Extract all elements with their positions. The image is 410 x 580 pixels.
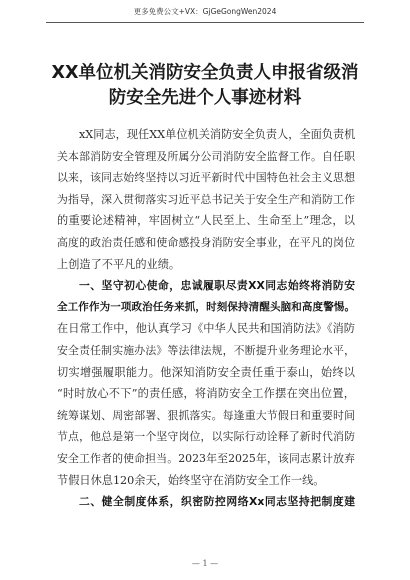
title-line: XX单位机关消防安全负责人申报省级消 [51, 63, 359, 83]
header-divider [46, 22, 364, 23]
body-line: 在日常工作中，他认真学习《中华人民共和国消防法》《消防 [57, 322, 355, 336]
body-line: 安全工作者的使命担当。2023年至2025年，该同志累计放弃 [57, 451, 355, 465]
page-number: — 1 — [191, 559, 219, 568]
document-title [40, 61, 370, 111]
section-heading-line: 一、坚守初心使命，忠诚履职尽责XX同志始终将消防安 [79, 279, 355, 293]
body-line: xX同志，现任XX单位机关消防安全负责人，全面负责机 [79, 128, 355, 141]
body-line: 上创造了不平凡的业绩。 [57, 257, 181, 271]
body-line: 节假日休息120余天，始终坚守在消防安全工作一线。 [57, 473, 325, 487]
body-line: 节点，他总是第一个坚守岗位，以实际行动诠释了新时代消防 [57, 430, 355, 444]
section-heading-line: 全工作作为一项政治任务来抓，时刻保持清醒头脑和高度警惕。 [57, 300, 355, 313]
document-body [57, 124, 355, 513]
body-line: 切实增强履职能力。他深知消防安全责任重于泰山，始终以 [57, 365, 355, 379]
body-line: 高度的政治责任感和使命感投身消防安全事业，在平凡的岗位 [57, 235, 355, 249]
body-line: 关本部消防安全管理及所属分公司消防安全监督工作。自任职 [57, 149, 355, 163]
body-line: 统筹谋划、周密部署、狠抓落实。每逢重大节假日和重要时间 [57, 408, 355, 422]
section-heading-line: 二、健全制度体系，织密防控网络Xx同志坚持把制度建 [79, 495, 355, 509]
header-note: 更多免费公文+VX：GjGeGongWen2024 [133, 7, 277, 16]
body-line: 的重要论述精神，牢固树立“人民至上、生命至上”理念，以 [57, 214, 355, 228]
body-line: 以来，该同志始终坚持以习近平新时代中国特色社会主义思想 [57, 171, 355, 185]
body-line: 为指导，深入贯彻落实习近平总书记关于安全生产和消防工作 [57, 192, 355, 206]
title-line: 防安全先进个人事迹材料 [108, 88, 302, 108]
body-line: “时时放心不下”的责任感，将消防安全工作摆在突出位置， [57, 387, 355, 401]
body-line: 安全责任制实施办法》等法律法规，不断提升业务理论水平， [57, 343, 355, 357]
